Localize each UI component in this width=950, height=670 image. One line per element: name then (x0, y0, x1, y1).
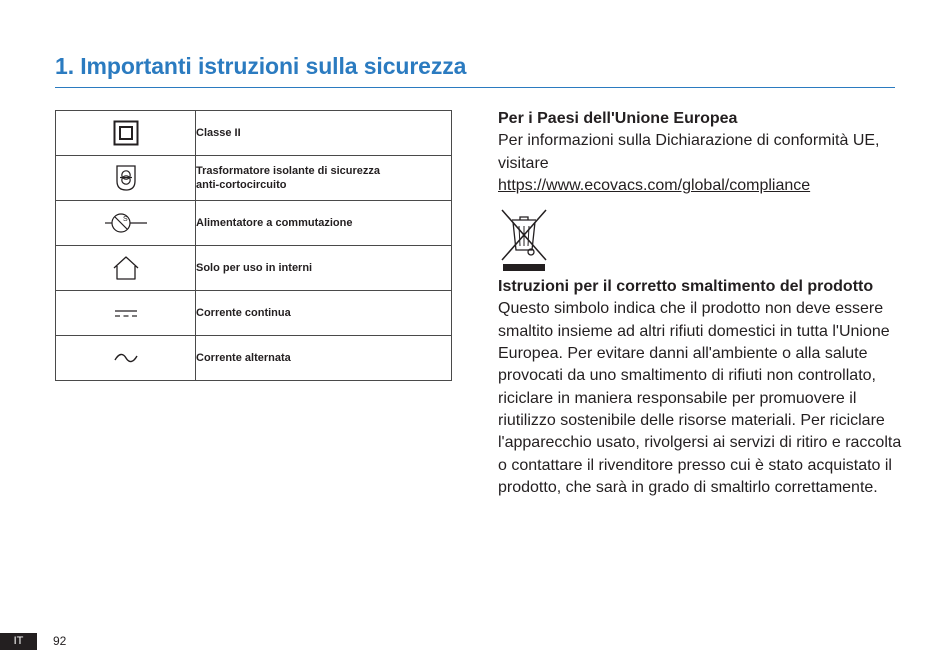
safety-isolating-transformer-icon (115, 164, 137, 192)
eu-heading: Per i Paesi dell'Unione Europea (498, 110, 738, 127)
row-label: Corrente continua (196, 291, 452, 336)
indoor-use-house-icon (111, 255, 141, 281)
alternating-current-icon (114, 352, 138, 364)
direct-current-icon (114, 308, 138, 318)
table-row (56, 246, 452, 291)
row-label: Classe II (196, 111, 452, 156)
row-label-line1: Trasformatore isolante di sicurezza (196, 165, 381, 177)
eu-body: Per informazioni sulla Dichiarazione di conformità UE, visitare (498, 132, 880, 172)
row-label: Corrente alternata (196, 336, 452, 381)
disposal-body: Questo simbolo indica che il prodotto non deve essere smaltito insieme ad altri rifiuti domestici in tutta l'Unione Europea. Per evitare danni all'ambiente o alla salute provocati da uno smaltimento di rifiuti non controllato, riciclare in maniera responsabile per promuovere il riutilizzo sostenibile delle risorse materiali. Per riciclare l'apparecchio usato, rivolgersi ai servizi di ritiro e raccolta o contattare il rivenditore presso cui è stato acquistato il prodotto, che sarà in grado di smaltirlo correttamente. (498, 300, 902, 496)
disposal-heading: Istruzioni per il corretto smaltimento del prodotto (498, 278, 874, 296)
table-row (56, 291, 452, 336)
crossed-out-wheeled-bin-icon (498, 206, 550, 272)
page-number: 92 (53, 634, 67, 648)
svg-text:S: S (122, 216, 128, 223)
table-row (56, 156, 452, 201)
page-title: 1. Importanti istruzioni sulla sicurezza (55, 53, 467, 79)
class-ii-double-square-icon (113, 120, 139, 146)
symbols-table (55, 110, 452, 381)
title-divider (55, 87, 895, 88)
row-label: Alimentatore a commutazione (196, 201, 452, 246)
right-column (498, 108, 908, 499)
switch-mode-power-supply-icon (104, 208, 148, 238)
table-row (56, 336, 452, 381)
compliance-link[interactable]: https://www.ecovacs.com/global/compliance (498, 176, 811, 194)
language-tag: IT (0, 633, 37, 650)
table-row (56, 201, 452, 246)
row-label-line2: anti-cortocircuito (196, 179, 287, 191)
table-row (56, 111, 452, 156)
row-label: Solo per uso in interni (196, 246, 452, 291)
